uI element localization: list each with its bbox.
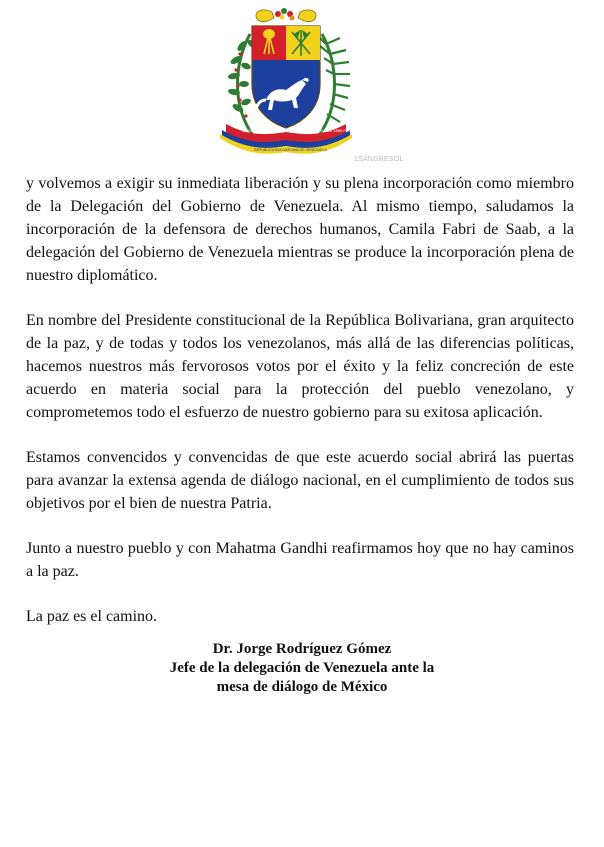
letter-body xyxy=(26,172,574,628)
seal-banner-right: 20 DE FEBRERO DE 1859 FEDERACION xyxy=(294,128,370,133)
seal-banner-bottom: REPUBLICA BOLIVARIANA DE VENEZUELA xyxy=(254,148,328,152)
paragraph-1: y volvemos a exigir su inmediata liberación y su plena incorporación como miembro de la Delegación del Gobierno de Venezuela. Al mismo tiempo, saludamos la incorporación de la defensora de derechos humanos, Camila Fabri de Saab, a la delegación del Gobierno de Venezuela mientras se produce la incorporación plena de nuestro diplomático. xyxy=(26,175,574,284)
paragraph-4: Junto a nuestro pueblo y con Mahatma Gandhi reafirmamos hoy que no hay caminos a la paz. xyxy=(26,540,574,580)
signatory-name: Dr. Jorge Rodríguez Gómez xyxy=(212,641,392,657)
paragraph-3: Estamos convencidos y convencidas de que este acuerdo social abrirá las puertas para avanzar la extensa agenda de diálogo nacional, en el cumplimiento de todos sus objetivos por el bien de nuestra Patria. xyxy=(26,449,574,512)
paragraph-5: La paz es el camino. xyxy=(26,608,158,625)
paragraph-2: En nombre del Presidente constitucional de la República Bolivariana, gran arquitecto de la paz, y de todas y todos los venezolanos, más allá de las diferencias políticas, hacemos nuestros más fervorosos votos por el éxito y la feliz concreción de este acuerdo en materia social para la protección del pueblo venezolano, y comprometemos todo el esfuerzo de nuestro gobierno para su exitosa aplicación. xyxy=(26,312,574,421)
venezuela-coat-of-arms-icon xyxy=(212,4,370,162)
seal-banner-left: 19 DE ABRIL DE 1810 INDEPENDENCIA xyxy=(242,128,317,133)
seal-credit: 1SANGRESOL xyxy=(354,156,404,163)
signatory-title-line2: mesa de diálogo de México xyxy=(216,679,388,695)
signatory-title-line1: Jefe de la delegación de Venezuela ante la xyxy=(169,660,435,676)
signature-block xyxy=(0,640,604,697)
